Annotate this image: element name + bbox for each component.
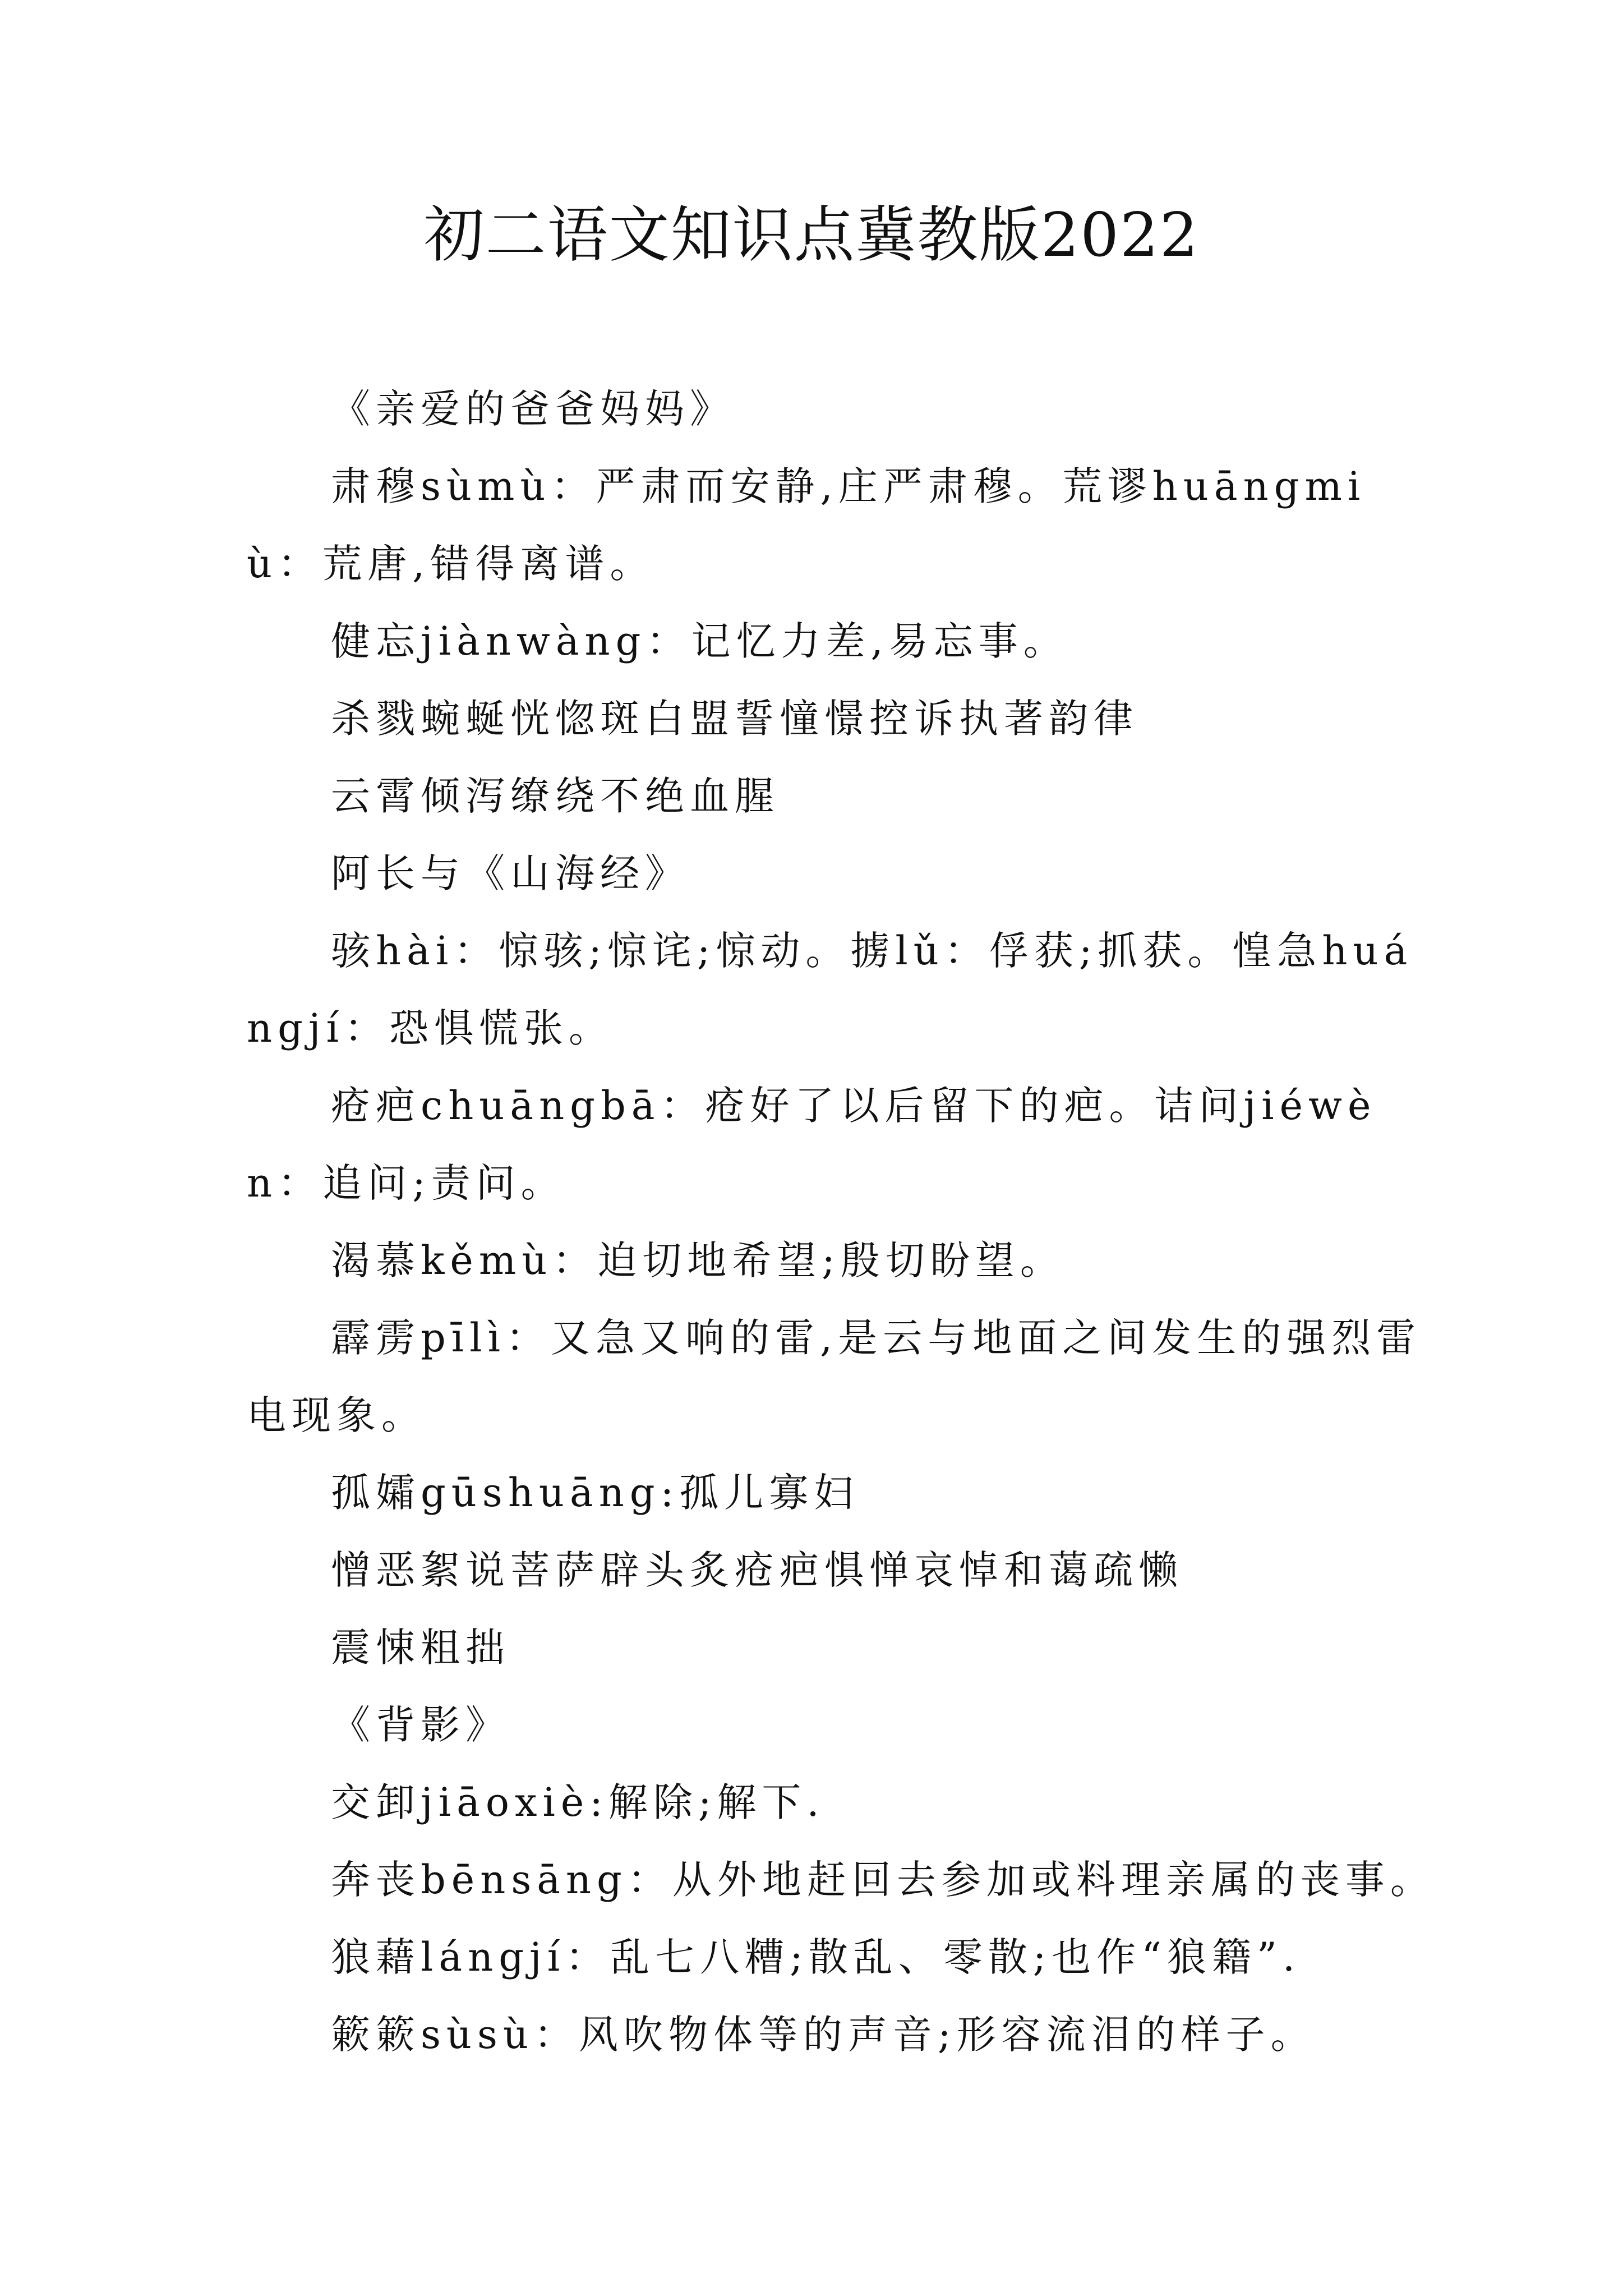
paragraph-section-heading-dear-parents: 《亲爱的爸爸妈妈》 xyxy=(331,386,735,432)
paragraph-vocab-langji: 狼藉lángjí：乱七八糟;散乱、零散;也作“狼籍”. xyxy=(331,1934,1301,1980)
paragraph-word-list-3: 憎恶絮说菩萨辟头炙疮疤惧惮哀悼和蔼疏懒 xyxy=(331,1547,1183,1593)
paragraph-vocab-pili: 霹雳pīlì：又急又响的雷,是云与地面之间发生的强烈雷电现象。 xyxy=(247,1315,1422,1438)
paragraph-word-list-2: 云霄倾泻缭绕不绝血腥 xyxy=(331,773,780,819)
paragraph-vocab-sumu-huangmiu: 肃穆sùmù：严肃而安静,庄严肃穆。荒谬huāngmiù：荒唐,错得离谱。 xyxy=(247,463,1366,587)
paragraph-vocab-susu: 簌簌sùsù：风吹物体等的声音;形容流泪的样子。 xyxy=(331,2012,1316,2058)
paragraph-word-list-1: 杀戮蜿蜒恍惚斑白盟誓憧憬控诉执著韵律 xyxy=(331,696,1138,742)
paragraph-vocab-chuangba-jiewen: 疮疤chuāngbā：疮好了以后留下的疤。诘问jiéwèn：追问;责问。 xyxy=(247,1083,1377,1206)
paragraph-vocab-kemu: 渴慕kěmù：迫切地希望;殷切盼望。 xyxy=(331,1237,1065,1283)
paragraph-section-heading-a-chang: 阿长与《山海经》 xyxy=(331,850,690,896)
paragraph-section-heading-beiying: 《背影》 xyxy=(331,1702,510,1748)
paragraph-vocab-jiaoxie: 交卸jiāoxiè:解除;解下. xyxy=(331,1779,825,1825)
paragraph-vocab-hai-lu-huangji: 骇hài：惊骇;惊诧;惊动。掳lǔ：俘获;抓获。惶急huángjí：恐惧慌张。 xyxy=(247,928,1413,1051)
paragraph-word-list-4: 震悚粗拙 xyxy=(331,1625,510,1671)
paragraph-vocab-bensang: 奔丧bēnsāng：从外地赶回去参加或料理亲属的丧事。 xyxy=(331,1857,1435,1903)
document-body xyxy=(247,370,1441,2073)
document-title: 初二语文知识点冀教版2022 xyxy=(423,200,1200,270)
paragraph-vocab-gushuang: 孤孀gūshuāng:孤儿寡妇 xyxy=(331,1470,859,1516)
paragraph-vocab-jianwang: 健忘jiànwàng：记忆力差,易忘事。 xyxy=(331,618,1068,664)
